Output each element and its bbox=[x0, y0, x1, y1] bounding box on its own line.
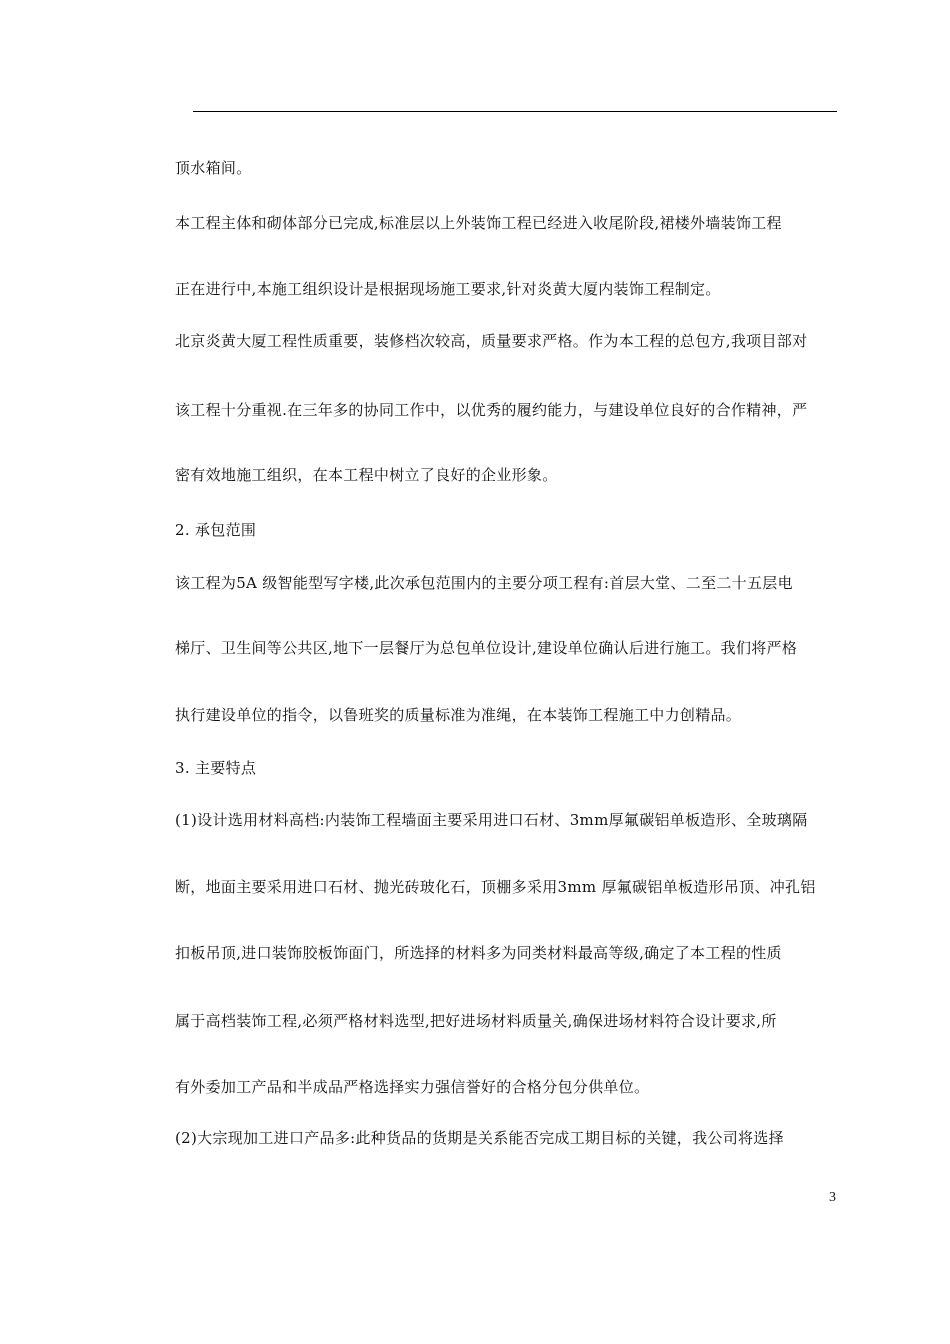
body-line: 该工程十分重视.在三年多的协同工作中，以优秀的履约能力，与建设单位良好的合作精神，严 bbox=[175, 401, 808, 419]
body-line: 执行建设单位的指令，以鲁班奖的质量标准为准绳，在本装饰工程施工中力创精品。 bbox=[175, 706, 742, 724]
section-heading: 2. 承包范围 bbox=[175, 521, 257, 539]
body-line: 断，地面主要采用进口石材、抛光砖玻化石，顶棚多采用3mm 厚氟碳铝单板造形吊顶、冲孔铝 bbox=[175, 878, 816, 896]
body-line: 正在进行中,本施工组织设计是根据现场施工要求,针对炎黄大厦内装饰工程制定。 bbox=[175, 280, 721, 298]
body-line: (2)大宗现加工进口产品多:此种货品的货期是关系能否完成工期目标的关键，我公司将选择 bbox=[175, 1129, 784, 1147]
body-line: 密有效地施工组织，在本工程中树立了良好的企业形象。 bbox=[175, 466, 558, 484]
header-rule bbox=[193, 111, 837, 112]
body-line: (1)设计选用材料高档:内装饰工程墙面主要采用进口石材、3mm厚氟碳铝单板造形、全玻璃隔 bbox=[175, 811, 808, 829]
body-line: 该工程为5A 级智能型写字楼,此次承包范围内的主要分项工程有:首层大堂、二至二十五层电 bbox=[175, 574, 793, 592]
section-heading: 3. 主要特点 bbox=[175, 759, 257, 777]
body-line: 梯厅、卫生间等公共区,地下一层餐厅为总包单位设计,建设单位确认后进行施工。我们将严格 bbox=[175, 639, 798, 657]
body-line: 扣板吊顶,进口装饰胶板饰面门，所选择的材料多为同类材料最高等级,确定了本工程的性质 bbox=[175, 944, 782, 962]
body-line: 顶水箱间。 bbox=[175, 159, 252, 177]
body-line: 北京炎黄大厦工程性质重要，装修档次较高，质量要求严格。作为本工程的总包方,我项目部对 bbox=[175, 332, 808, 350]
body-line: 有外委加工产品和半成品严格选择实力强信誉好的合格分包分供单位。 bbox=[175, 1078, 650, 1096]
body-line: 属于高档装饰工程,必须严格材料选型,把好进场材料质量关,确保进场材料符合设计要求,所 bbox=[175, 1012, 777, 1030]
page-number: 3 bbox=[829, 1190, 836, 1205]
body-line: 本工程主体和砌体部分已完成,标准层以上外装饰工程已经进入收尾阶段,裙楼外墙装饰工程 bbox=[175, 214, 782, 232]
